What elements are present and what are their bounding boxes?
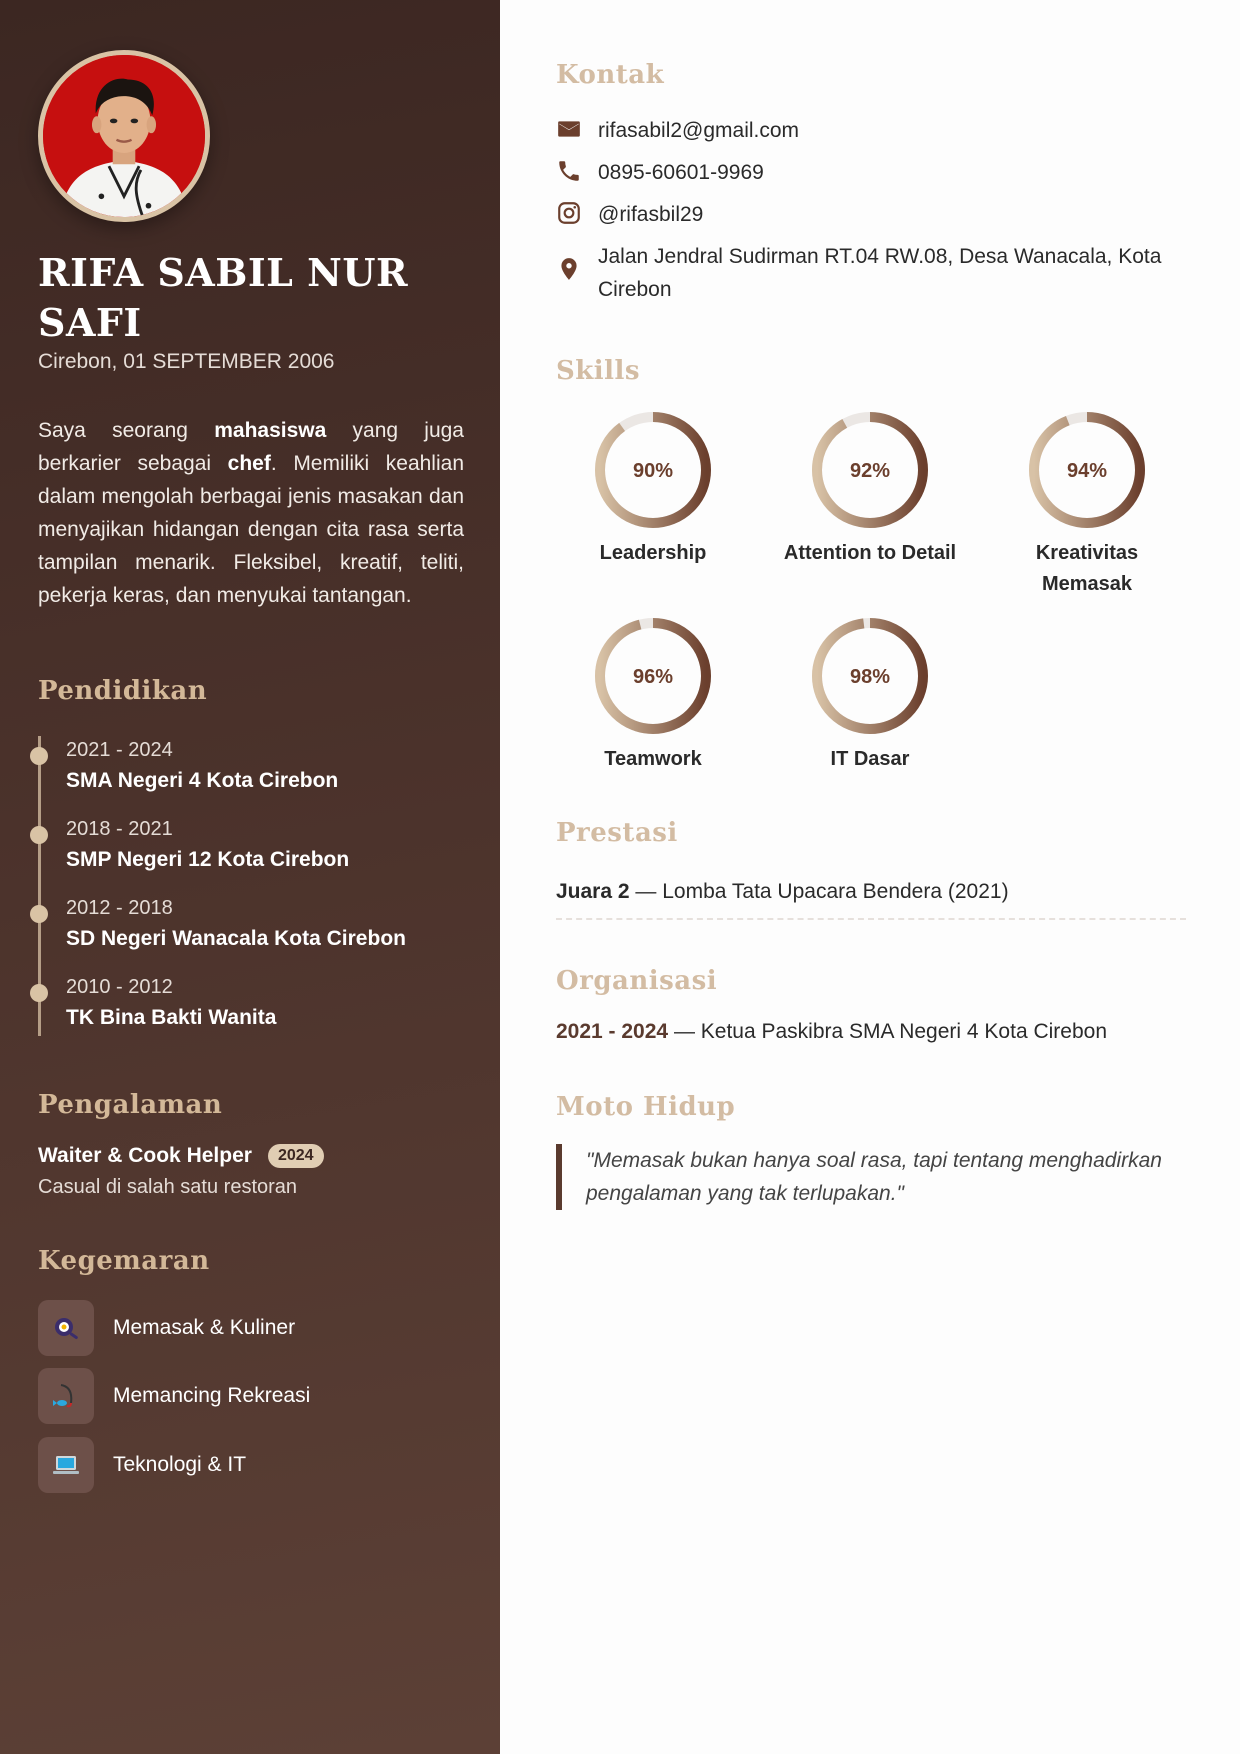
address-text: Jalan Jendral Sudirman RT.04 RW.08, Desa Wanacala, Kota Cirebon [598, 245, 1162, 301]
education-school: SMA Negeri 4 Kota Cirebon [66, 769, 339, 792]
education-school: SMP Negeri 12 Kota Cirebon [66, 848, 350, 871]
experience-year-badge: 2024 [268, 1144, 324, 1168]
hobby-item [38, 1437, 246, 1493]
experience-desc: Casual di salah satu restoran [38, 1176, 298, 1198]
instagram-text[interactable]: @rifasbil29 [598, 203, 704, 226]
instagram-icon [556, 200, 582, 226]
skill-item [553, 410, 753, 569]
education-year: 2012 - 2018 [66, 897, 173, 919]
about-segment: yang juga berkarier sebagai [38, 419, 464, 475]
education-year: 2018 - 2021 [66, 818, 173, 840]
contact-email [556, 114, 1196, 147]
achievements-heading: Prestasi [556, 818, 678, 848]
skill-item [553, 616, 753, 775]
motto-quote: "Memasak bukan hanya soal rasa, tapi tentang menghadirkan pengalaman yang tak terlupakan." [556, 1144, 1186, 1210]
avatar [38, 50, 210, 222]
laptop-icon [38, 1437, 94, 1493]
about-segment: . Memiliki keahlian dalam mengolah berbagai jenis masakan dan menyajikan hidangan dengan cita rasa serta tampilan menarik. Fleksibel, kreatif, teliti, pekerja keras, dan menyukai tantangan. [38, 452, 464, 607]
hobby-label: Memasak & Kuliner [113, 1316, 296, 1339]
phone-text[interactable]: 0895-60601-9969 [598, 161, 764, 184]
skill-percent: 94% [1066, 460, 1108, 482]
education-school: SD Negeri Wanacala Kota Cirebon [66, 927, 406, 950]
email-text[interactable]: rifasabil2@gmail.com [598, 119, 800, 142]
full-name: RIFA SABIL NUR SAFI [38, 250, 409, 345]
skill-item [770, 616, 970, 775]
fishing-icon [38, 1368, 94, 1424]
organization-year: 2021 - 2024 [556, 1020, 669, 1043]
organization-heading: Organisasi [556, 966, 718, 996]
education-school: TK Bina Bakti Wanita [66, 1006, 277, 1029]
experience-heading: Pengalaman [38, 1090, 223, 1120]
achievement-rank: Juara 2 [556, 880, 630, 903]
about-segment: mahasiswa [214, 419, 327, 442]
education-heading: Pendidikan [38, 676, 208, 706]
location-pin-icon [556, 256, 582, 282]
education-item [66, 736, 338, 798]
skill-label: Attention to Detail [783, 542, 957, 564]
skills-heading: Skills [556, 356, 641, 386]
education-year: 2021 - 2024 [66, 739, 173, 761]
skill-percent: 92% [849, 460, 891, 482]
profile-photo [43, 55, 205, 217]
skill-label: IT Dasar [830, 748, 910, 770]
skill-ring [810, 616, 930, 736]
achievement-item [556, 880, 1186, 920]
skill-ring [1027, 410, 1147, 530]
contact-heading: Kontak [556, 60, 665, 90]
skill-ring [593, 616, 713, 736]
hobby-item [38, 1368, 310, 1424]
achievement-desc: — Lomba Tata Upacara Bendera (2021) [629, 880, 1009, 903]
skill-percent: 96% [632, 666, 674, 688]
timeline-dot [30, 826, 48, 844]
skill-ring [593, 410, 713, 530]
skill-label: Leadership [599, 542, 707, 564]
phone-icon [556, 158, 582, 184]
about-segment: chef [227, 452, 271, 475]
contact-phone [556, 156, 1196, 189]
skill-ring [810, 410, 930, 530]
contact-address [556, 240, 1196, 306]
experience-title: Waiter & Cook Helper [38, 1144, 252, 1167]
motto-heading: Moto Hidup [556, 1092, 736, 1122]
about-paragraph [38, 414, 464, 612]
hobbies-heading: Kegemaran [38, 1246, 210, 1276]
timeline-dot [30, 905, 48, 923]
birth-info: Cirebon, 01 SEPTEMBER 2006 [38, 350, 335, 373]
organization-desc: — Ketua Paskibra SMA Negeri 4 Kota Cirebon [668, 1020, 1107, 1043]
contact-instagram [556, 198, 1196, 231]
organization-item [556, 1020, 1107, 1044]
skill-label: Teamwork [604, 748, 702, 770]
hobby-label: Memancing Rekreasi [113, 1384, 311, 1407]
skill-item [770, 410, 970, 569]
skill-percent: 98% [849, 666, 891, 688]
cooking-icon [38, 1300, 94, 1356]
timeline-dot [30, 747, 48, 765]
skill-item [987, 410, 1187, 600]
hobby-item [38, 1300, 295, 1356]
about-segment: Saya seorang [38, 419, 215, 442]
sidebar [0, 0, 500, 1754]
experience-item [38, 1144, 324, 1199]
education-item [66, 815, 349, 877]
education-year: 2010 - 2012 [66, 976, 173, 998]
skill-percent: 90% [632, 460, 674, 482]
email-icon [556, 116, 582, 142]
experience-title-row [38, 1144, 324, 1168]
skill-label: Kreativitas Memasak [1035, 542, 1139, 595]
timeline-dot [30, 984, 48, 1002]
hobby-label: Teknologi & IT [113, 1453, 247, 1476]
education-item [66, 973, 276, 1035]
main-content [500, 0, 1240, 1754]
education-item [66, 894, 406, 956]
